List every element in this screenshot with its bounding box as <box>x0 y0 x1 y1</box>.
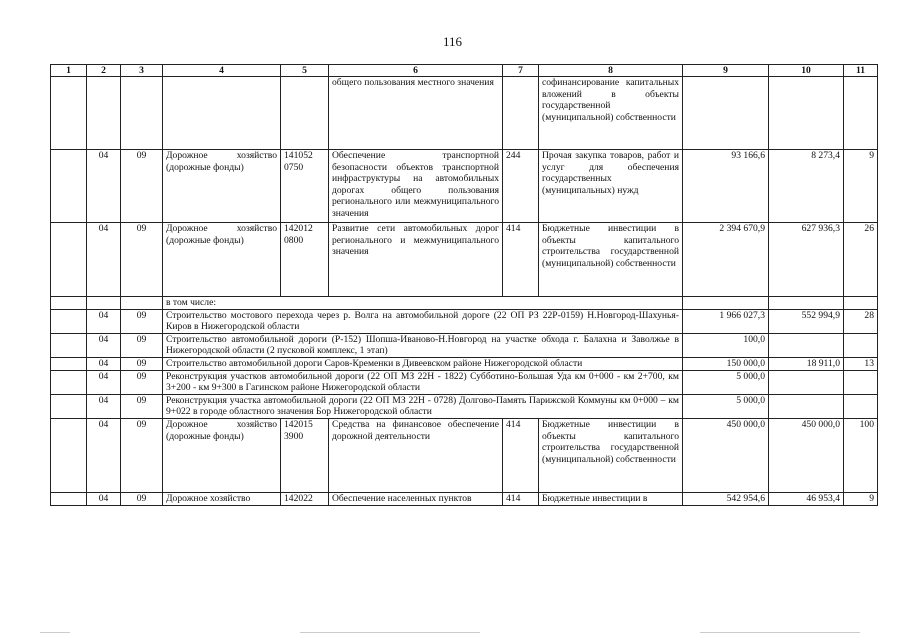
table-row <box>51 223 878 297</box>
expense-type-code: 414 <box>503 418 539 492</box>
percent: 13 <box>844 357 878 370</box>
subsection-code <box>121 297 163 310</box>
section-code: 04 <box>87 150 121 223</box>
plan-amount: 1 966 027,3 <box>683 309 769 333</box>
percent <box>844 77 878 150</box>
cell <box>51 333 87 357</box>
table-row <box>51 418 878 492</box>
actual-amount <box>769 297 844 310</box>
plan-amount <box>683 77 769 150</box>
plan-amount: 93 166,6 <box>683 150 769 223</box>
actual-amount: 627 936,3 <box>769 223 844 297</box>
table-row <box>51 309 878 333</box>
cell <box>51 370 87 394</box>
table-row <box>51 492 878 505</box>
percent: 26 <box>844 223 878 297</box>
header-cell: 8 <box>539 65 683 77</box>
actual-amount: 46 953,4 <box>769 492 844 505</box>
header-cell: 11 <box>844 65 878 77</box>
cell <box>51 492 87 505</box>
percent <box>844 333 878 357</box>
section-name: Дорожное хозяйство (дорожные фонды) <box>163 150 281 223</box>
section-code: 04 <box>87 357 121 370</box>
target-article: 142012 0800 <box>281 223 329 297</box>
expense-type-name: Бюджетные инвестиции в объекты капитального строительства государственной (муниципальной) собственности <box>539 418 683 492</box>
subsection-code: 09 <box>121 333 163 357</box>
percent <box>844 394 878 418</box>
section-name: Дорожное хозяйство (дорожные фонды) <box>163 418 281 492</box>
section-code: 04 <box>87 223 121 297</box>
actual-amount: 18 911,0 <box>769 357 844 370</box>
header-cell: 6 <box>329 65 503 77</box>
expense-type-name: Бюджетные инвестиции в <box>539 492 683 505</box>
header-cell: 1 <box>51 65 87 77</box>
article-name: общего пользования местного значения <box>329 77 503 150</box>
target-article <box>281 77 329 150</box>
subsection-code: 09 <box>121 309 163 333</box>
header-cell: 5 <box>281 65 329 77</box>
header-cell: 10 <box>769 65 844 77</box>
header-cell: 3 <box>121 65 163 77</box>
actual-amount <box>769 394 844 418</box>
page-number: 116 <box>442 34 463 49</box>
section-code: 04 <box>87 370 121 394</box>
expense-type-name: Прочая закупка товаров, работ и услуг для обеспечения государственных (муниципальных) нужд <box>539 150 683 223</box>
table-row <box>51 370 878 394</box>
article-name: Обеспечение населенных пунктов <box>329 492 503 505</box>
cell <box>51 150 87 223</box>
plan-amount: 450 000,0 <box>683 418 769 492</box>
project-name: Реконструкция участков автомобильной дороги (22 ОП МЗ 22Н - 1822) Субботино-Большая Уда км 0+000 - км 2+700, км 3+200 - км 9+300 в Гагинском районе Нижегородской области <box>163 370 683 394</box>
plan-amount: 2 394 670,9 <box>683 223 769 297</box>
project-name: Строительство автомобильной дороги (Р-152) Шопша-Иваново-Н.Новгород на участке обхода г. Балахна и Заволжье в Нижегородской области (2 пусковой комплекс, 1 этап) <box>163 333 683 357</box>
percent <box>844 297 878 310</box>
plan-amount: 100,0 <box>683 333 769 357</box>
expense-type-name: Бюджетные инвестиции в объекты капитального строительства государственной (муниципальной) собственности <box>539 223 683 297</box>
header-cell: 4 <box>163 65 281 77</box>
percent: 9 <box>844 150 878 223</box>
section-code: 04 <box>87 309 121 333</box>
expense-type-code: 414 <box>503 223 539 297</box>
subsection-code <box>121 77 163 150</box>
subsection-code: 09 <box>121 418 163 492</box>
table-row <box>51 333 878 357</box>
plan-amount: 150 000,0 <box>683 357 769 370</box>
expense-type-name: софинансирование капитальных вложений в объекты государственной (муниципальной) собственности <box>539 77 683 150</box>
scan-artifacts <box>0 628 905 640</box>
percent: 100 <box>844 418 878 492</box>
actual-amount <box>769 333 844 357</box>
target-article: 142015 3900 <box>281 418 329 492</box>
subsection-code: 09 <box>121 492 163 505</box>
cell <box>51 309 87 333</box>
table-row <box>51 150 878 223</box>
plan-amount <box>683 297 769 310</box>
section-code <box>87 297 121 310</box>
section-name <box>163 77 281 150</box>
cell <box>51 223 87 297</box>
header-row <box>51 65 878 77</box>
target-article: 142022 <box>281 492 329 505</box>
table-row <box>51 77 878 150</box>
actual-amount: 8 273,4 <box>769 150 844 223</box>
section-code: 04 <box>87 492 121 505</box>
article-name: Обеспечение транспортной безопасности объектов транспортной инфраструктуры на автомобильных дорогах общего пользования регионального или межмуниципального значения <box>329 150 503 223</box>
including-label: в том числе: <box>163 297 683 310</box>
header-cell: 9 <box>683 65 769 77</box>
section-code: 04 <box>87 394 121 418</box>
actual-amount <box>769 370 844 394</box>
section-name: Дорожное хозяйство <box>163 492 281 505</box>
expense-type-code <box>503 77 539 150</box>
table-row <box>51 357 878 370</box>
subsection-code: 09 <box>121 370 163 394</box>
project-name: Строительство автомобильной дороги Саров-Кременки в Дивеевском районе Нижегородской области <box>163 357 683 370</box>
target-article: 141052 0750 <box>281 150 329 223</box>
section-code: 04 <box>87 333 121 357</box>
cell <box>51 297 87 310</box>
percent <box>844 370 878 394</box>
subsection-code: 09 <box>121 150 163 223</box>
project-name: Строительство мостового перехода через р. Волга на автомобильной дороге (22 ОП РЗ 22Р-0159) Н.Новгород-Шахунья-Киров в Нижегородской области <box>163 309 683 333</box>
table-row <box>51 297 878 310</box>
header-cell: 7 <box>503 65 539 77</box>
expense-type-code: 414 <box>503 492 539 505</box>
actual-amount: 450 000,0 <box>769 418 844 492</box>
section-name: Дорожное хозяйство (дорожные фонды) <box>163 223 281 297</box>
cell <box>51 357 87 370</box>
percent: 28 <box>844 309 878 333</box>
article-name: Развитие сети автомобильных дорог регионального и межмуниципального значения <box>329 223 503 297</box>
cell <box>51 418 87 492</box>
cell <box>51 394 87 418</box>
plan-amount: 5 000,0 <box>683 394 769 418</box>
project-name: Реконструкция участка автомобильной дороги (22 ОП МЗ 22Н - 0728) Долгово-Память Парижской Коммуны км 0+000 – км 9+022 в городе областного значения Бор Нижегородской области <box>163 394 683 418</box>
article-name: Средства на финансовое обеспечение дорожной деятельности <box>329 418 503 492</box>
expense-type-code: 244 <box>503 150 539 223</box>
cell <box>51 77 87 150</box>
table-row <box>51 394 878 418</box>
plan-amount: 542 954,6 <box>683 492 769 505</box>
subsection-code: 09 <box>121 223 163 297</box>
subsection-code: 09 <box>121 357 163 370</box>
plan-amount: 5 000,0 <box>683 370 769 394</box>
subsection-code: 09 <box>121 394 163 418</box>
budget-table <box>50 64 878 506</box>
actual-amount <box>769 77 844 150</box>
section-code: 04 <box>87 418 121 492</box>
actual-amount: 552 994,9 <box>769 309 844 333</box>
section-code <box>87 77 121 150</box>
header-cell: 2 <box>87 65 121 77</box>
percent: 9 <box>844 492 878 505</box>
